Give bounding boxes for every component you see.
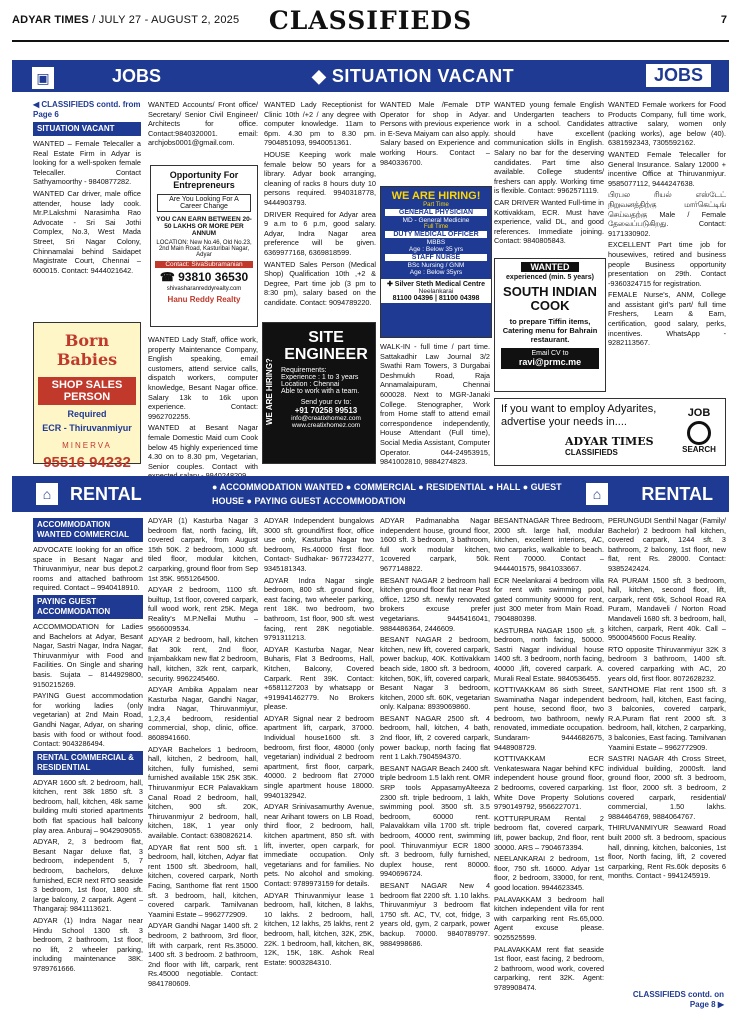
cook-desc: to prepare Tiffin items, Catering menu for Bahrain restaurant. (502, 317, 598, 344)
briefcase-icon: ▣ (32, 67, 54, 89)
ad-phone: 95516 94232 (43, 454, 131, 471)
accommodation-wanted-head: ACCOMMODATION WANTED COMMERCIAL (33, 518, 143, 542)
classified-ad: ADYAR Bachelors 1 bedroom, hall, kitchen, 2 bedroom, hall, kitchen, fully furnished, semi furnished available 15K 25K 35K. Thiruvanmiyur ECR Palavakkam Canal Road 2 bedroom, hall, kitchen, 900 sft. 20K, Thiruvanmiyur 2 bedroom, hall, kitchen, 18K, 1 year only available. Contact: 6380826214. (148, 744, 258, 840)
classified-ad: ADYAR Ambika Appalam near Kasturba Nagar, Gandhi Nagar, Indra Nagar, Thiruvanmiyur, 1,2,3,4 bedroom, residential commercial, shop, clinic, office. 8608941660. (148, 685, 258, 743)
rental-heading-right: RENTAL (641, 484, 713, 504)
classified-ad: BESANT NAGAR 2 bedroom hall kitchen ground floor flat near Post office, 1250 sft. newly renovated brokers excuse prefer vegetarians. 9445416041, 9884486364, 2446609. (380, 575, 490, 633)
location-req: Location : Chennai (281, 381, 340, 388)
ad-location: ECR - Thiruvanmiyur (42, 423, 132, 433)
jobs-column-4-bottom (380, 342, 490, 467)
classified-ad: WANTED – Female Telecaller a Real Estate Firm in Adyar is looking for a well-spoken female Telecaller. Contact Sathyamoorthy - 9840877282. (33, 139, 141, 187)
requirements-label: Requirements: (281, 367, 327, 374)
opportunity-phone: ☎ 93810 36530 (159, 270, 249, 284)
classified-ad: BESANT NAGAR 2500 sft. 4 bedroom, hall, kitchen, 4 bath, 2nd floor, lift, 2 covered carpark, power backup, north facing flat rent 1 Lakh.7904594370. (380, 713, 490, 762)
classified-ad: ADYAR flat rent 500 sft. 1 bedroom, hall, kitchen, Adyar flat rent 1500 sft. 3bedroom, hall, kitchen, covered carpark, North Facing, Santhome flat rent 1500 sft. 3 bedroom, hall, kitchen, covered carpark. Tamilvanan Yaamini Estate – 9962772909. (148, 842, 258, 919)
opportunity-web: shivasharanreddyrealty.com (166, 286, 242, 292)
cook-experience: experienced (min. 5 years) (506, 274, 594, 281)
hospital-phone: 81100 04396 | 81100 04398 (392, 295, 480, 302)
classified-ad: SASTRI NAGAR 4th Cross Street, individual building, 2000sft. land ground floor, 2000 sft. 3 bedroom, 1st floor, 2000 sft. 3 bedroom, 2 covered carpark, residential/ commercial, 1.50 lakhs. 9884464769, 9884064767. (608, 754, 726, 821)
rental-column-2 (148, 516, 258, 1020)
classified-ad: CAR DRIVER Wanted Full-time in Kottivakkam, ECR. Must have experience, valid DL, and good references. Immediate joining. Contact: 9840805843. (494, 197, 604, 246)
classified-ad: PALAVAKKAM 3 bedroom hall kitchen independent villa for rent with carparking rent Rs.65,000. Agent excuse please. 9025525599. (494, 894, 604, 942)
classified-ad: ADYAR (1) Indra Nagar near Hindu School 1300 sft. 3 bedroom, 2 bathroom, 1st floor, no lift, 2 wheeler parking, including maintenance 38K. 9789761666. (33, 916, 143, 973)
classified-ad: HOUSE Keeping work male female below 50 years for a library. Adyar book arranging, cleaning of racks 8 hours duty 10 persons required. 9940318778, 9444903793. (264, 149, 376, 207)
minerva-label: MINERVA (62, 441, 112, 450)
part-time-label: Part Time (423, 202, 449, 208)
classified-ad: ADYAR Signal near 2 bedroom apartment lift, carpark, 37000. Individual house1600 sft. 3 bedroom, first floor, 48000 (only vegetarian) individual 2 bedroom apartment, first floor, carpark, 40000. 2 bedroom flat 27000 single apartment house 18000. 9940132942. (264, 713, 374, 800)
rental-column-6 (608, 516, 726, 986)
classified-ad: RTO opposite Thiruvanmiyur 32K 3 bedroom 3 bathroom, 1400 sft. covered carparking with AC, 20 years old, first floor. 8072628232. (608, 644, 726, 683)
issue-date: / JULY 27 - AUGUST 2, 2025 (88, 14, 240, 26)
page-number: 7 (720, 14, 727, 26)
employ-adyarites-ad (494, 398, 726, 466)
general-physician: GENERAL PHYSICIAN (385, 209, 487, 216)
classified-ad: NEELANKARAI 2 bedroom, 1st floor, 750 sft. 16000. Adyar 1st floor, 2 bedroom, 33000, for rent, good location. 9944623345. (494, 854, 604, 892)
classifieds-label: CLASSIFIEDS (565, 448, 618, 457)
classified-ad: PERUNGUDI Senthil Nagar (Family/ Bachelor) 2 bedroom hall kitchen, covered carpark, 1244 sft. 3 bathroom, 2 balcony, 1st floor, new flat, rent Rs. 28000. Contact: 9385242424. (608, 516, 726, 573)
classified-ad: ADYAR 2 bedroom, hall, kitchen flat 30k rent, 2nd floor, Injambakkam new flat 2 bedroom, hall, kitchen, 32k rent, carpark, security. 9962245460. (148, 635, 258, 683)
opportunity-location: LOCATION: New No.46, Old No.23, 2nd Main Road, Kasturibai Nagar, Adyar (156, 240, 252, 258)
classified-ad: KOTTIVAKKAM 86 sixth Street, Swaminatha Nagar independent pent house, second floor, two bedroom, two bathroom, newly renovated, immediate occupation. Sundaram- 9444682675, 9448908729. (494, 685, 604, 752)
required-label: Required (67, 409, 107, 419)
hospital-name: ✚ Silver Steth Medical Centre (386, 281, 486, 288)
classified-ad: DRIVER Required for Adyar area 9 a.m to 6 p.m, good salary. Adyar, Indra Nagar area preference will be given. 6369977168, 6369818599. (264, 209, 376, 257)
jobs-heading-right: JOBS (646, 64, 711, 87)
classified-ad: SANTHOME Flat rent 1500 sft. 3 bedroom, hall, kitchen, East facing, 3 balconies, covered carpark, R.A.Puram flat rent 2000 sft. 3 bedroom, hall, kitchen, 2 carparking, 3 balconies, East facing. Tamilvanan Yaamini Estate – 9962772909. (608, 685, 726, 752)
classified-ad: KASTURBA NAGAR 1500 sft. 3 bedroom, north facing, 50000. Sastri Nagar individual house 1400 sft. 3 bedroom, north facing, 40000 ,lift, covered carpark. A. Murali Real Estate. 9840536455. (494, 625, 604, 683)
hospital-place: Neelankarai (418, 288, 454, 295)
page-header (12, 8, 729, 42)
jobs-column-3 (264, 100, 376, 340)
classified-ad: WANTED Female workers for Food Products Company, full time work, attractive salary, women only (packing works), age below (40). 6381592343, 7305592162. (608, 100, 726, 148)
classified-ad: WANTED Lady Staff, office work, property Maintenance Company, English speaking, email customers, attend service calls, dispatch workers, computer knowledge, Besant Nagar office. Salary 13k to 16k upon experience. Contact: 9962702255. (148, 335, 258, 421)
classified-ad: BESANT NAGAR Beach 2400 sft. triple bedroom 1.5 lakh rent. OMR SRP tools AppasamyAlteeza 2300 sft. triple bedroom, 1 lakh, swimming pool. 3500 sft. 3.5 bedroom, 60000 rent. Palavakkam villa 1700 sft. triple bedroom, 40000 rent, swimming pool. Thiruvanmiyur ECR 1800 sft. 3 bedroom, fully furnished, duplex house, rent 80000. 9940696724. (380, 763, 490, 879)
jobs-column-2-top (148, 100, 258, 160)
job-label: JOB (687, 407, 711, 419)
classified-ad: WANTED at Besant Nagar female Domestic Maid cum Cook below 45 highly experienced time 4.30 on to 8.30 pm, Vegetarian, Senior couples. Contact with (148, 423, 258, 471)
team-req: Able to work with a team. (281, 388, 360, 395)
jobs-column-6 (608, 100, 726, 396)
age-limit-1: Age : Below 35 yrs (408, 246, 464, 253)
classified-ad: ADYAR Kasturba Nagar, Near Buharis, Flat 3 Bedrooms, Hall, Kitchen, Balcony, Covered Carpark. Rent 39K. Contact: +6581127203 by whatsapp or +919941462779. No Brokers please. (264, 644, 374, 712)
classified-ad: ADYAR (1) Kasturba Nagar 3 bedroom flat, north facing, lift, covered carpark, from August 15th 50K. 2 bedroom, 1000 sft. tiled floor, modular kitchen, carparking, ground floor from Sep 1st 35K. 9551264500. (148, 516, 258, 583)
adyar-times-logo: ADYAR TIMES (565, 435, 654, 448)
site-engineer-ad (262, 322, 376, 464)
hiring-title: WE ARE HIRING! (391, 190, 481, 202)
staff-nurse: STAFF NURSE (385, 254, 487, 261)
opportunity-title: Opportunity For Entrepreneurs (169, 170, 239, 190)
search-label: SEARCH (682, 445, 716, 454)
classified-ad: ADYAR 2 bedroom, 1100 sft. builtup, 1st floor, covered carpark, full wood work, rent 25K. Mega Reality's M.P.Nellai Muthu – 9566009534. (148, 585, 258, 633)
rental-heading: RENTAL (70, 484, 142, 504)
house-icon-right: ⌂ (586, 483, 608, 505)
engineer-phone: +91 70258 99513 (294, 406, 358, 415)
classified-ad: ACCOMMODATION for Ladies and Bachelors at Adyar, Besant Nagar, Sastri Nagar, Indra Nagar, Thiruvanmiyur with Food and Facilities. On Single and sharing basis. Sujata – 8144929800, 9150215269. (33, 621, 143, 689)
born-babies-ad (33, 322, 141, 471)
classified-ad: WALK-IN - full time / part time. Sattakadhir Law Journal 3/2 Swathi Ram Towers, 3 Durgabai Deshmukh Road, Raja Annamalaipuram, Chennai 600028. Next to MGR-Janaki College. Stenographer, Work from Home staff to attend email correspondence independently, House Attendant (Full time), Social Media Assistant, Computer Operator. 044-24953915, 9841002810, 9884274823. (380, 342, 490, 467)
opportunity-ad (150, 165, 258, 327)
rental-column-5 (494, 516, 604, 1020)
classified-ad: PALAVAKKAM rent flat seaside 1st floor, east facing, 2 bedroom, 2 bathroom, wood work, covered carparking, rent 32K. Agent: 9789908474. (494, 944, 604, 992)
classified-ad: RA PURAM 1500 sft. 3 bedroom, hall, kitchen, second floor, lift, carpark, rent 65k, School Road RA Puram, Mandaveli / Norton Road Mandaveli 1680 sft. 3 bedroom, hall, kitchen, carpark, Rent 40k. Call – 9500045600 Focus Reality. (608, 575, 726, 643)
jobs-column-2-bottom (148, 335, 258, 471)
contd-on-label: CLASSIFIEDS contd. on Page 8 ▶ (632, 990, 724, 1009)
jobs-column-4-top (380, 100, 490, 182)
classified-ad: ADYAR Gandhi Nagar 1400 sft. 2 bedroom, 2 bathroom, 3rd floor, lift with carpark, rent Rs.35000. 1400 sft. 3 bedroom. 2 bathroom, 2nd floor with lift, carpark, rent Rs.45000 negotiable. Contact: 9841780609. (148, 921, 258, 988)
situation-vacant-heading: ◆ SITUATION VACANT (312, 66, 515, 86)
classified-ad: BESANT NAGAR New 4 bedroom flat 2200 sft. 1.10 lakhs. Thiruvanmiyur 3 bedroom flat 1750 sft. AC, TV, cot, fridge, 3 years old, gym, 2 carpark, power backup. 70000. 9840789797. 9884998686. (380, 880, 490, 948)
jobs-heading: JOBS (112, 66, 162, 86)
classified-ad: WANTED Sales Person (Medical Shop) Qualification 10th ,+2 & Degree, Part time job (3 pm to 8:30 pm), salary based on the candidate. Contact: 9094789220. (264, 259, 376, 307)
classified-ad: WANTED Accounts/ Front office/ Secretary/ Senior Civil Engineer/ Architects for office. Contact:9840320001. email: archjobs0001@gmail.com. (148, 100, 258, 148)
jobs-column-1 (33, 100, 141, 292)
opportunity-contact: Contact: SivaSubramanian (155, 261, 253, 268)
classified-ad: ADVOCATE looking for an office space in Besant Nagar and Thiruvanmiyur, near bus depot.2 rooms and attached bathroom required. Contact – 9940418910. (33, 545, 143, 593)
house-icon: ⌂ (36, 483, 58, 505)
left-arrow-icon: ◀ (33, 100, 42, 109)
classified-ad: WANTED Lady Receptionist for Clinic 10th /+2 / any degree with computer knowledge. 11am to 6pm. 4.30 pm to 8.30 pm. 7904851093, 9940051361. (264, 100, 376, 148)
section-title: CLASSIFIEDS (268, 6, 473, 35)
jobs-column-5 (494, 100, 604, 250)
classified-ad: THIRUVANMIYUR Seaward Road built 2000 sft. 3 bedroom, spacious hall, dinning, kitchen, balconies, 1st floor, North facing, lift, 2 covered carparking, Rent Rs.60k deposits 6 months. Contact - 9941245919. (608, 823, 726, 881)
md-general: MD - General Medicine (402, 217, 470, 224)
classified-ad: WANTED Male /Female DTP Operator for shop in Adyar. Persons with previous experience in E-Seva Maiyam can also apply. Salary based on Experience and working Hours. Contact – 9840336700. (380, 100, 490, 167)
engineer-email: info@creatixhomez.com (291, 415, 361, 422)
realty-logo: Hanu Reddy Realty (167, 295, 241, 304)
send-cv-label: Send your cv to: (300, 399, 352, 406)
paying-guest-head: PAYING GUEST ACCOMMODATION (33, 595, 143, 619)
jobs-band (12, 60, 729, 92)
classified-ad: WANTED Car driver, male office attender, house lady cook. Mr.P.Lakshmi Narasimha Rao Advocate - Sri Sai Jothi Complex, No.3, West Mada Street, Sri Nagar Colony, Chinnamalai behind Saidapet Magistrate Court, Chennai – 600015. Contact: 9444021642. (33, 188, 141, 275)
rental-column-1 (33, 516, 143, 1020)
classified-ad: BESANT NAGAR 2 bedroom, kitchen, new lift, covered carpark, power backup, 40K. Kottivakkam beach side, 1800 sft. 3 bedroom, kitchen, 50K, lift, covered carpark, Besant Nagar 3 bedroom, kitchen, 2000 sft. 60K, vegetarian only. Kalpana: 8939069860. (380, 635, 490, 712)
classified-ad: ADYAR Srinivasamurthy Avenue, near Arihant towers on LB Road, third floor, 2 bedroom, hall, kitchen apartment, 850 sft. with lift, inverter, open carpark, for immediate occupation. Only vegetarians and for families. No pets. No alcohol and smoking. Contact: 9789973159 for details. (264, 802, 374, 888)
cook-wanted: WANTED (521, 262, 579, 272)
opportunity-sub: Are You Looking For A Career Change (157, 194, 251, 212)
bsc-nursing: BSc Nursing / GNM (407, 262, 465, 269)
classified-ad: BESANTNAGAR Three Bedroom, 2000 sft. large hall, modular kitchen, excellent interiors, AC, two carparks, walkable to beach. Rent 70000. Contact – 9444401575, 9841033667. (494, 516, 604, 573)
classified-ad: WANTED young female English and Undergarten teachers to work in a school. Candidates should have excellent communication skills in English. Salary no bar for the deserving candidates. Part time also available. College students/ freshers can apply. Working time is flexible. Contact: 9962571119. (494, 100, 604, 196)
mbbs: MBBS (426, 239, 446, 246)
situation-vacant-subhead: SITUATION VACANT (33, 122, 141, 136)
classified-ad: FEMALE Nurse's, ANM, College and assistant girl's part/ full time Freshers, Learn & Earn, certification, good salary, perks, incentives. WhatsApp - 9282113567. (608, 290, 726, 348)
classified-ad: KOTTIVAKKAM ECR Venkateswara Nagar behind KFC independent house ground floor, 2 bedrooms, covered carparking. White Dove Property Solutions 9790149792, 9566227071. (494, 754, 604, 812)
shop-sales-person: SHOP SALES PERSON (38, 377, 136, 405)
classified-ad: ADYAR Padmanabha Nagar independent house, ground floor, 1600 sft. 3 bedroom, 3 bathroom, full work modular kitchen, 1covered carpark, 50k. 9677148822. (380, 516, 490, 573)
age-limit-2: Age : Below 35yrs (409, 269, 463, 276)
medical-hiring-ad (380, 186, 492, 338)
we-are-hiring-side: WE ARE HIRING? (265, 358, 274, 426)
rental-column-3 (264, 516, 374, 1020)
full-time-label: Full Time (423, 224, 449, 230)
classified-ad: ADYAR 1600 sft. 2 bedroom, hall, kitchen, rent 38k 1850 sft. 3 bedroom, hall, kitchen, 48k same building multi storied apartments both flat spacious hall balcony play area. Anburaj – 9042909055. (33, 777, 143, 835)
classified-ad: WANTED Female Telecaller for General Insurance. Salary 12000 + incentive Office at Thiruvanmiyur. 9585077112, 9444247638. (608, 149, 726, 188)
classified-ad: PAYING Guest accommodation for working ladies (only vegetarian) at 2nd Main Road, Gandhi Nagar, Adyar, on sharing basis with food or without food. Contact: 9043286494. (33, 691, 143, 749)
rental-categories: ● ACCOMMODATION WANTED ● COMMERCIAL ● RESIDENTIAL ● HALL ● GUEST HOUSE ● PAYING GUEST ACCOMMODATION (212, 482, 562, 506)
classified-ad: ADYAR, 2, 3 bedroom flat, Besant Nagar deluxe flat, 3 bedroom, independent 5, 7 bedroom, bachelors, deluxe furnished, ECR next RTO seaside 3 bedroom, 1st floor, 1800 sft. large balcony, 2 carpark. Agent – Thangaraj: 9841113621. (33, 837, 143, 914)
employ-text: If you want to employ Adyarites, advertise your needs in.... (501, 403, 657, 428)
classified-ad: ADYAR Thiruvanmiyur lease 1 bedroom, hall, kitchen, 8 lakhs, 10 lakhs. 2 bedroom, hall, kitchen, 12 lakhs, 25 lakhs, rent 2 bedroom, hall, kitchen, 32K, 25K, 22K. 1 bedroom, hall, kitchen, 8K, 12K, 15K, 18K. Ashok Real Estate: 9003284310. (264, 890, 374, 967)
experience-req: Experience : 1 to 3 years (281, 374, 359, 381)
born-babies-logo: Born Babies (56, 331, 118, 369)
site-engineer-title: SITE ENGINEER (284, 329, 368, 363)
opportunity-earn: YOU CAN EARN BETWEEN 20-50 LAKHS OR MORE PER ANNUM (156, 216, 252, 237)
magnifier-icon (687, 421, 711, 445)
duty-medical-officer: DUTY MEDICAL OFFICER (385, 231, 487, 238)
paper-name: ADYAR TIMES / JULY 27 - AUGUST 2, 2025 (12, 14, 240, 26)
cook-cv-label: Email CV to (531, 350, 569, 357)
rental-commercial-head: RENTAL COMMERCIAL & RESIDENTIAL (33, 751, 143, 775)
classified-ad: பிரபல ரியல் எஸ்டேட் நிறுவனத்திற்கு மார்கெட்டிங் செய்வதற்கு Male / Female தேவைப்படுகிறது. Contact: 9171330902. (608, 190, 726, 238)
engineer-web: www.creatixhomez.com (291, 422, 361, 429)
cook-ad (494, 258, 606, 392)
rental-band (12, 476, 729, 512)
cook-title: SOUTH INDIAN COOK (503, 284, 597, 313)
classified-ad: ECR Neelankarai 4 bedroom villa for rent with swimming pool, gated community 90000 for rent, just 300 meter from Main Road. 7904880398. (494, 575, 604, 623)
classified-ad: KOTTURPURAM Rental 2 bedroom flat, covered carpark, lift, power backup, 2nd floor, rent 30000. ARS – 7904673394. (494, 813, 604, 852)
right-arrow-icon: ▶ (715, 1000, 724, 1009)
rental-column-4 (380, 516, 490, 1020)
contd-from-label: ◀ CLASSIFIEDS contd. from Page 6 (33, 100, 141, 119)
classified-ad: EXCELLENT Part time job for housewives, retired and business people Business opportunity presentation on 29th. Contact -9360324715 for registration. (608, 240, 726, 288)
classified-ad: ADYAR Independent bungalows 3000 sft. ground/first floor, office use only, Kasturba Nagar two bedroom, Rs.40000 first floor. Contact- Sudhakar- 9677234277, 9345181343. (264, 516, 374, 573)
cook-email: ravi@prmc.me (518, 357, 582, 367)
classified-ad: ADYAR Indra Nagar single bedroom, 800 sft. ground floor, east facing, two wheeler parking, rent 18K. two bedroom, two bathroom, 1st floor, 900 sft. west facing, rent 28K negotiable. 9791311213. (264, 575, 374, 643)
